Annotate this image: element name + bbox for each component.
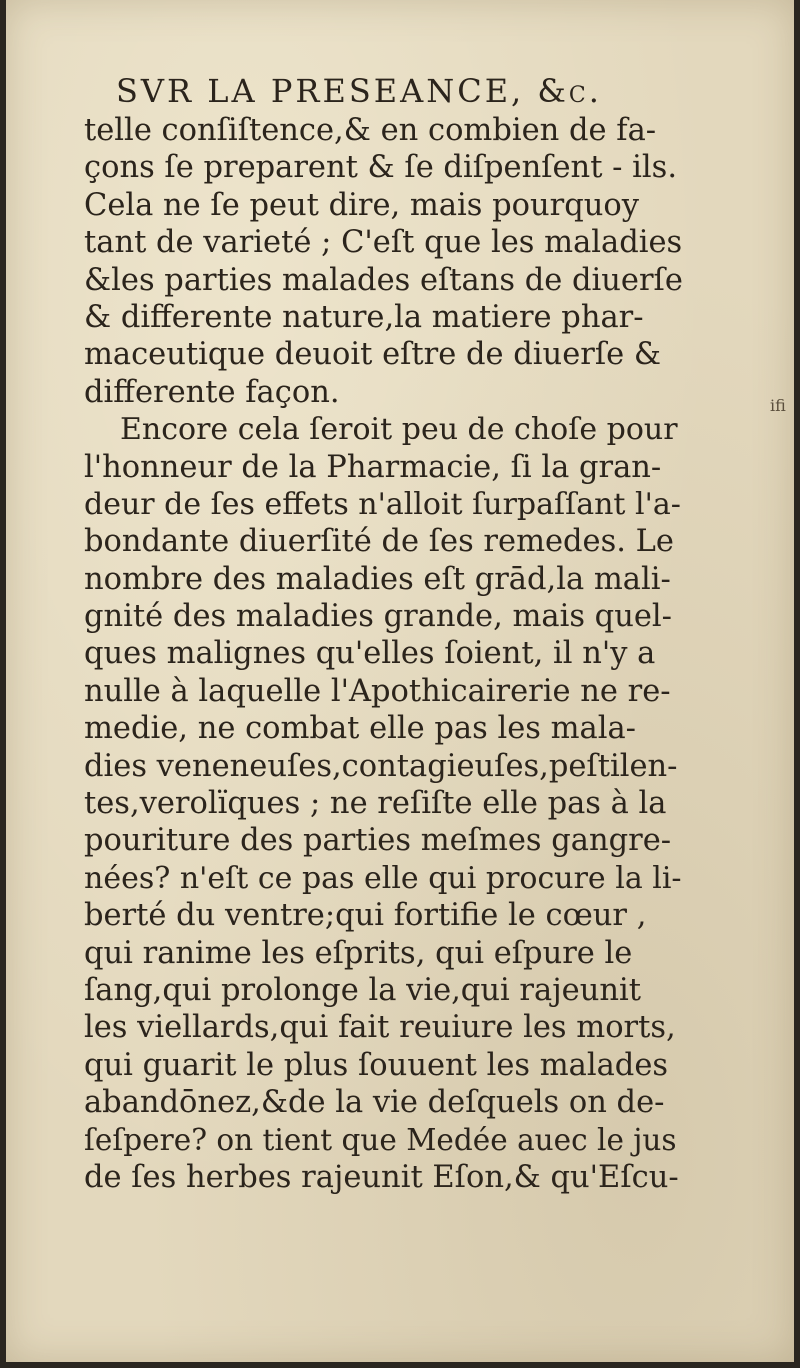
- text-line: pouriture des parties meſmes gangre-: [84, 823, 672, 859]
- text-line: differente façon.: [84, 374, 340, 410]
- text-line: abandōnez,&de la vie deſquels on de-: [84, 1085, 665, 1121]
- text-line: qui ranime les eſprits, qui eſpure le: [84, 935, 633, 971]
- text-line: ques malignes qu'elles ſoient, il n'y a: [84, 636, 656, 672]
- text-line: &les parties malades eſtans de diuerſe: [84, 262, 683, 298]
- text-line: tant de varieté ; C'eſt que les maladies: [84, 225, 683, 261]
- text-line: dies veneneuſes,contagieuſes,peſtilen-: [84, 748, 678, 784]
- text-line: nulle à laquelle l'Apothicairerie ne re-: [84, 673, 671, 709]
- text-line: berté du ventre;qui fortifie le cœur ,: [84, 898, 647, 934]
- text-line: ſeſpere? on tient que Medée auec le jus: [84, 1122, 677, 1157]
- text-line: medie, ne combat elle pas les mala-: [84, 711, 636, 747]
- text-line: ſang,qui prolonge la vie,qui rajeunit: [84, 972, 641, 1008]
- text-line: de ſes herbes rajeunit Eſon,& qu'Eſcu-: [84, 1159, 679, 1195]
- text-line: çons ſe preparent & ſe diſpenſent - ils.: [84, 150, 678, 186]
- margin-bleedthrough-mark: ifi: [770, 396, 786, 415]
- text-line: qui guarit le plus ſouuent les malades: [84, 1047, 669, 1083]
- text-line: & differente nature,la matiere phar-: [84, 299, 644, 335]
- book-page: [6, 0, 794, 1362]
- text-line: deur de ſes effets n'alloit ſurpaſſant l'a-: [84, 486, 681, 522]
- body-text: [84, 112, 684, 1196]
- text-line: bondante diuerſité de ſes remedes. Le: [84, 524, 674, 560]
- running-head: SVR LA PRESEANCE, &c.: [116, 72, 602, 110]
- paragraph-first-line: Encore cela ſeroit peu de choſe pour: [120, 412, 678, 448]
- text-line: l'honneur de la Pharmacie, ſi la gran-: [84, 449, 662, 485]
- text-line: les viellards,qui fait reuiure les morts,: [84, 1010, 676, 1046]
- text-line: telle conſiſtence,& en combien de fa-: [84, 113, 657, 148]
- text-line: nombre des maladies eſt grād,la mali-: [84, 561, 671, 597]
- text-line: gnité des maladies grande, mais quel-: [84, 599, 672, 635]
- text-line: maceutique deuoit eſtre de diuerſe &: [84, 337, 662, 373]
- text-line: Cela ne ſe peut dire, mais pourquoy: [84, 187, 639, 223]
- text-line: nées? n'eſt ce pas elle qui procure la li-: [84, 860, 682, 896]
- text-line: tes,verolïques ; ne reſiſte elle pas à la: [84, 786, 667, 822]
